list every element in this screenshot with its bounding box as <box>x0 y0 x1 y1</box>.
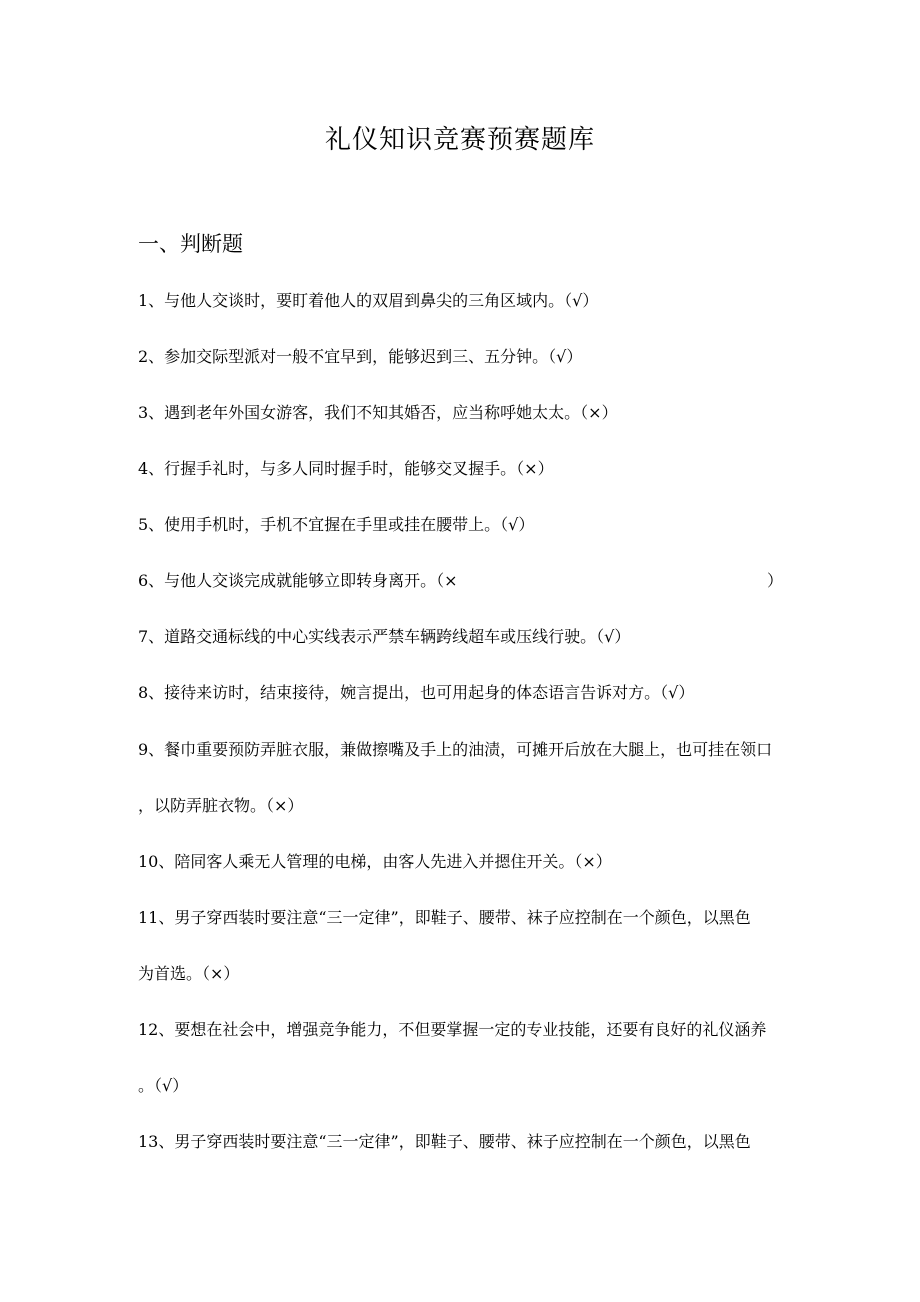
question-10: 10、陪同客人乘无人管理的电梯，由客人先进入并摁住开关。（×） <box>138 852 612 871</box>
document-title: 礼仪知识竞赛预赛题库 <box>324 125 595 155</box>
question-5: 5、使用手机时，手机不宜握在手里或挂在腰带上。（√） <box>138 515 535 534</box>
section-heading-true-false: 一、判断题 <box>138 232 243 256</box>
question-9-line-1: 9、餐巾重要预防弄脏衣服，兼做擦嘴及手上的油渍，可摊开后放在大腿上，也可挂在领口 <box>138 740 773 759</box>
question-6-closing-paren: ） <box>766 571 783 590</box>
question-4: 4、行握手礼时，与多人同时握手时，能够交叉握手。（×） <box>138 459 554 478</box>
question-11-line-1: 11、男子穿西装时要注意“三一定律”，即鞋子、腰带、袜子应控制在一个颜色，以黑色 <box>138 908 751 927</box>
question-13-line-1: 13、男子穿西装时要注意“三一定律”，即鞋子、腰带、袜子应控制在一个颜色，以黑色 <box>138 1132 751 1151</box>
question-8: 8、接待来访时，结束接待，婉言提出，也可用起身的体态语言告诉对方。（√） <box>138 683 695 702</box>
question-2: 2、参加交际型派对一般不宜早到，能够迟到三、五分钟。（√） <box>138 347 583 366</box>
question-11-line-2: 为首选。（×） <box>138 964 240 983</box>
question-7: 7、道路交通标线的中心实线表示严禁车辆跨线超车或压线行驶。（√） <box>138 627 631 646</box>
question-1: 1、与他人交谈时，要盯着他人的双眉到鼻尖的三角区域内。（√） <box>138 291 599 310</box>
question-6 <box>138 569 783 593</box>
question-3: 3、遇到老年外国女游客，我们不知其婚否，应当称呼她太太。（×） <box>138 403 618 422</box>
question-9-line-2: ，以防弄脏衣物。（×） <box>138 796 304 815</box>
question-12-line-1: 12、要想在社会中，增强竞争能力，不但要掌握一定的专业技能，还要有良好的礼仪涵养 <box>138 1020 767 1039</box>
question-6-text: 6、与他人交谈完成就能够立即转身离开。（× <box>138 571 458 590</box>
question-12-line-2: 。（√） <box>138 1076 189 1095</box>
